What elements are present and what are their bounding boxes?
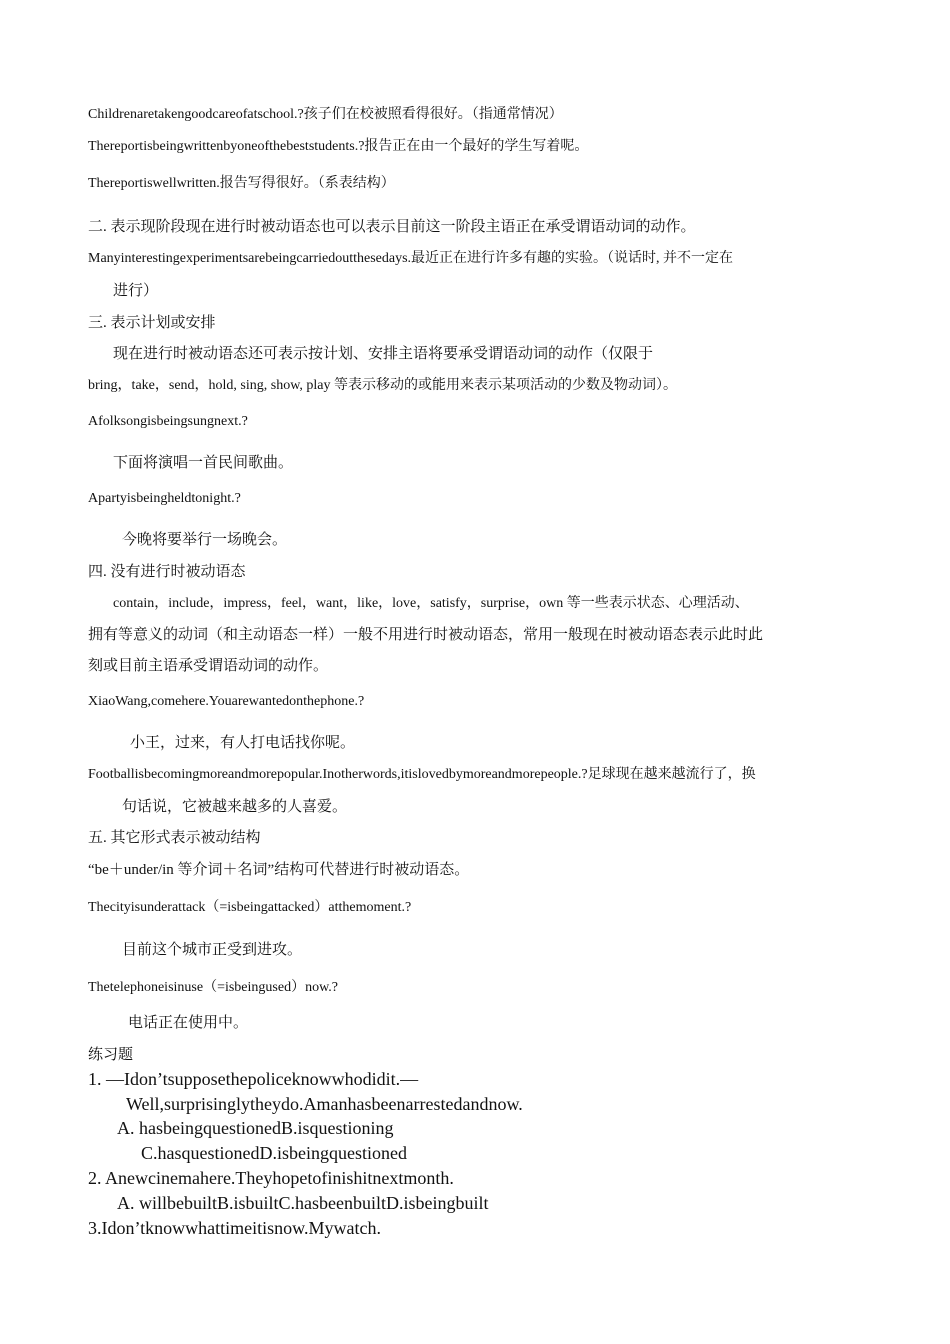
section-heading-3: 三. 表示计划或安排 bbox=[88, 315, 216, 331]
translation-text: 电话正在使用中。 bbox=[128, 1015, 249, 1031]
example-sentence-continued: 句话说，它被越来越多的人喜爱。 bbox=[122, 799, 348, 815]
example-sentence: Footballisbecomingmoreandmorepopular.Inotherwords,itislovedbymoreandmorepeople.?足球现在越来越流行了，换 bbox=[88, 767, 756, 782]
exercise-title: 练习题 bbox=[88, 1047, 134, 1063]
paragraph-text: 刻或目前主语承受谓语动词的动作。 bbox=[88, 658, 329, 674]
exercise-question-1: 1. —Idon’tsupposethepoliceknowwhodidit.— bbox=[88, 1069, 419, 1089]
example-sentence: Thetelephoneisinuse（=isbeingused）now.? bbox=[88, 980, 338, 995]
example-sentence: Apartyisbeingheldtonight.? bbox=[88, 491, 241, 506]
translation-text: 目前这个城市正受到进攻。 bbox=[122, 942, 303, 958]
example-sentence-continued: 进行） bbox=[113, 283, 159, 299]
exercise-question-3: 3.Idon’tknowwhattimeitisnow.Mywatch. bbox=[88, 1218, 381, 1238]
example-sentence: Thereportisbeingwrittenbyoneofthebeststudents.?报告正在由一个最好的学生写着呢。 bbox=[88, 139, 589, 154]
paragraph-text: 现在进行时被动语态还可表示按计划、安排主语将要承受谓语动词的动作（仅限于 bbox=[113, 346, 654, 362]
paragraph-text: bring，take，send，hold, sing, show, play 等表示移动的或能用来表示某项活动的少数及物动词）。 bbox=[88, 378, 678, 393]
exercise-question-1-continued: Well,surprisinglytheydo.Amanhasbeenarrestedandnow. bbox=[126, 1094, 523, 1114]
translation-text: 小王，过来，有人打电话找你呢。 bbox=[130, 735, 356, 751]
example-sentence: Thereportiswellwritten.报告写得很好。（系表结构） bbox=[88, 176, 395, 191]
translation-text: 今晚将要举行一场晚会。 bbox=[122, 532, 288, 548]
section-heading-5: 五. 其它形式表示被动结构 bbox=[88, 830, 261, 846]
paragraph-text: “be＋under/in 等介词＋名词”结构可代替进行时被动语态。 bbox=[88, 862, 470, 878]
exercise-options-2: A. willbebuiltB.isbuiltC.hasbeenbuiltD.isbeingbuilt bbox=[117, 1193, 489, 1213]
paragraph-text: 拥有等意义的动词（和主动语态一样）一般不用进行时被动语态，常用一般现在时被动语态表示此时此 bbox=[88, 627, 764, 643]
paragraph-text: contain，include，impress，feel，want，like，love，satisfy，surprise，own 等一些表示状态、心理活动、 bbox=[113, 596, 749, 611]
example-sentence: Manyinterestingexperimentsarebeingcarriedoutthesedays.最近正在进行许多有趣的实验。（说话时, 并不一定在 bbox=[88, 251, 734, 266]
example-sentence: Thecityisunderattack（=isbeingattacked）atthemoment.? bbox=[88, 900, 412, 915]
example-sentence: XiaoWang,comehere.Youarewantedonthephone.? bbox=[88, 694, 365, 709]
exercise-options-1a: A. hasbeingquestionedB.isquestioning bbox=[117, 1118, 394, 1138]
example-sentence: Afolksongisbeingsungnext.? bbox=[88, 414, 248, 429]
translation-text: 下面将演唱一首民间歌曲。 bbox=[113, 455, 294, 471]
exercise-options-1b: C.hasquestionedD.isbeingquestioned bbox=[141, 1143, 407, 1163]
section-heading-2: 二. 表示现阶段现在进行时被动语态也可以表示目前这一阶段主语正在承受谓语动词的动作。 bbox=[88, 219, 696, 235]
example-sentence: Childrenaretakengoodcareofatschool.?孩子们在校被照看得很好。（指通常情况） bbox=[88, 107, 563, 122]
exercise-question-2: 2. Anewcinemahere.Theyhopetofinishitnextmonth. bbox=[88, 1168, 454, 1188]
section-heading-4: 四. 没有进行时被动语态 bbox=[88, 564, 246, 580]
